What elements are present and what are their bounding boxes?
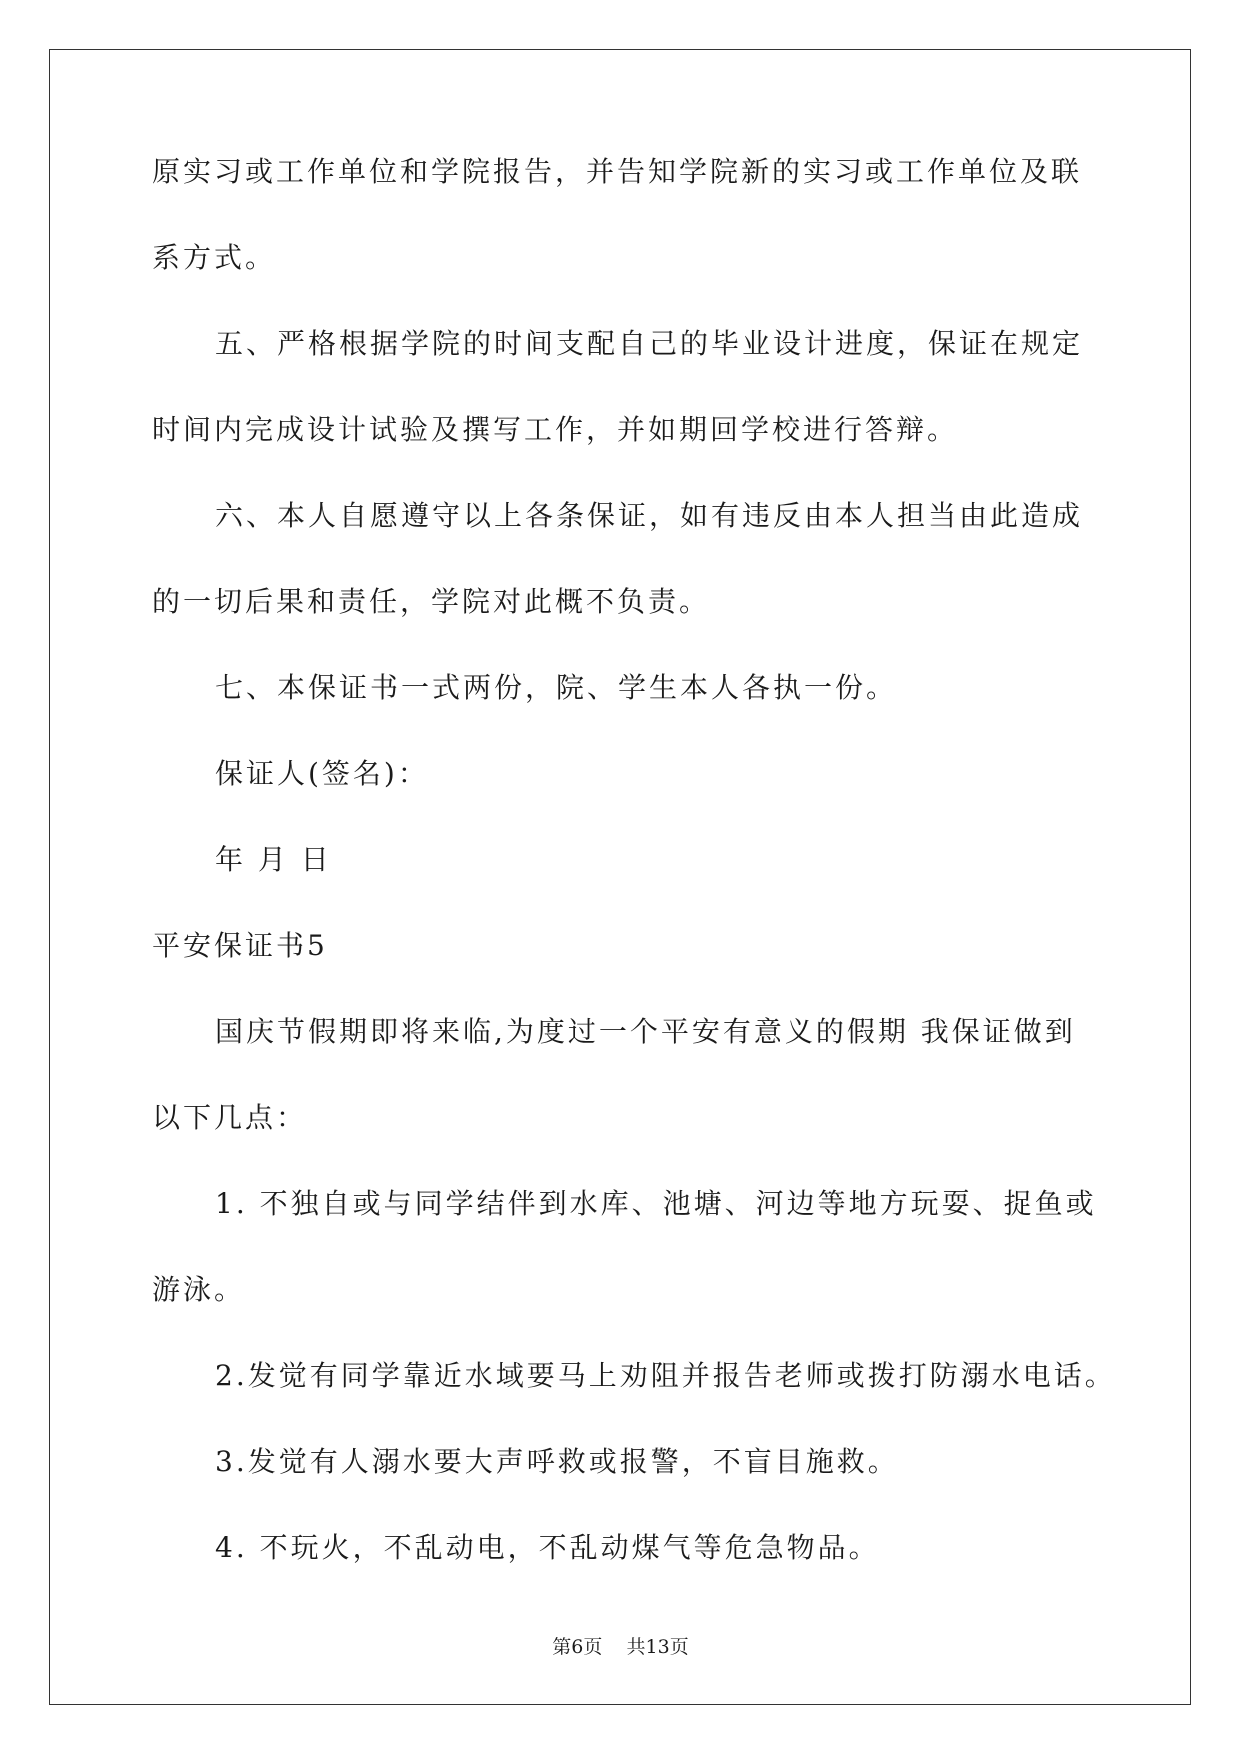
body-line-4: 时间内完成设计试验及撰写工作，并如期回学校进行答辩。 [152,413,959,446]
list-item-4: 4. 不玩火，不乱动电，不乱动煤气等危急物品。 [215,1531,880,1564]
body-line-5: 六、本人自愿遵守以上各条保证，如有违反由本人担当由此造成 [215,499,1084,532]
list-item-1-cont: 游泳。 [152,1273,246,1306]
body-line-2: 系方式。 [152,241,277,274]
body-line-1: 原实习或工作单位和学院报告，并告知学院新的实习或工作单位及联 [152,155,1083,188]
section-heading: 平安保证书5 [152,929,328,962]
body-line-6: 的一切后果和责任，学院对此概不负责。 [152,585,711,618]
signature-line: 保证人(签名)： [215,757,429,790]
body-line-7: 七、本保证书一式两份，院、学生本人各执一份。 [215,671,898,704]
body-line-12: 以下几点： [152,1101,308,1134]
body-line-3: 五、严格根据学院的时间支配自己的毕业设计进度，保证在规定 [215,327,1084,360]
page-number: 第6页 共13页 [552,1636,689,1658]
body-line-11: 国庆节假期即将来临,为度过一个平安有意义的假期 我保证做到 [215,1015,1076,1048]
list-item-3: 3.发觉有人溺水要大声呼救或报警，不盲目施救。 [215,1445,899,1478]
list-item-2: 2.发觉有同学靠近水域要马上劝阻并报告老师或拨打防溺水电话。 [215,1359,1116,1392]
list-item-1: 1. 不独自或与同学结伴到水库、池塘、河边等地方玩耍、捉鱼或 [215,1187,1097,1220]
date-line: 年 月 日 [215,843,332,876]
